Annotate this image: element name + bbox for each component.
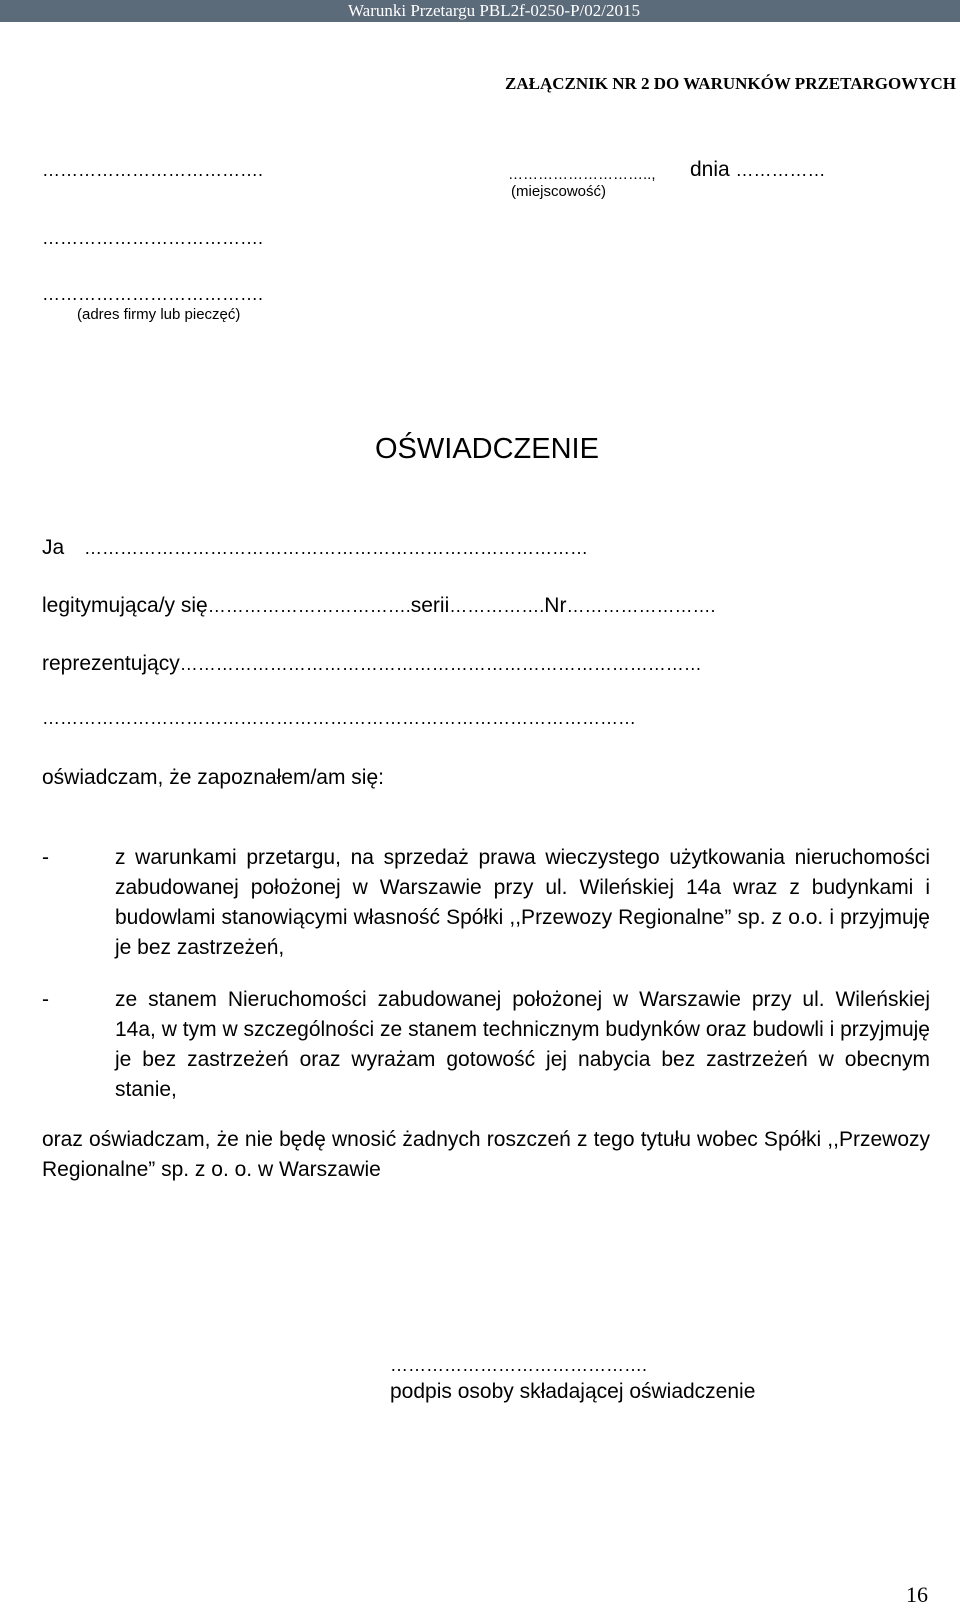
place-dots: ……………………….., bbox=[508, 166, 656, 183]
page-number: 16 bbox=[906, 1582, 928, 1607]
id-line bbox=[42, 594, 715, 618]
attachment-title-text: ZAŁĄCZNIK NR 2 DO WARUNKÓW PRZETARGOWYCH bbox=[504, 74, 956, 93]
declaration-intro: oświadczam, że zapoznałem/am się: bbox=[42, 766, 384, 789]
list-item-text: ze stanem Nieruchomości zabudowanej położonej w Warszawie przy ul. Wileńskiej 14a, w tym w szczególności ze stanem technicznym budynków oraz budowli i przyjmuję je bez zastrzeżeń oraz wyrażam gotowość jej nabycia bez zastrzeżeń w obecnym stanie, bbox=[115, 988, 930, 1101]
list-dash: - bbox=[42, 846, 49, 869]
list-item-text: z warunkami przetargu, na sprzedaż prawa wieczystego użytkowania nieruchomości zabudowanej położonej w Warszawie przy ul. Wileńskiej 14a wraz z budynkami i budowlami stanowiącymi własność Spółki ,,Przewozy Regionalne” sp. z o.o. i przyjmuję je bez zastrzeżeń, bbox=[115, 846, 930, 959]
signature-dots-top-left: ………………………………. bbox=[42, 160, 264, 180]
series-label: serii bbox=[410, 594, 450, 617]
date-label-text: dnia bbox=[690, 158, 730, 181]
date-dots: …………… bbox=[735, 160, 826, 180]
company-line-1: ………………………………. bbox=[42, 228, 264, 248]
document-title: OŚWIADCZENIE bbox=[375, 433, 599, 465]
list-item bbox=[42, 985, 930, 1109]
closing-paragraph: oraz oświadczam, że nie będę wnosić żadnych roszczeń z tego tytułu wobec Spółki ,,Przewozy Regionalne” sp. z o. o. w Warszawie bbox=[42, 1128, 930, 1181]
signature-caption: podpis osoby składającej oświadczenie bbox=[390, 1380, 756, 1403]
date-label bbox=[690, 158, 826, 182]
representing-label: reprezentujący bbox=[42, 652, 180, 675]
representing-dots: …………………………………………………………………………… bbox=[179, 654, 702, 674]
ja-line bbox=[42, 536, 588, 560]
list-dash: - bbox=[42, 988, 49, 1011]
list-item bbox=[42, 843, 930, 967]
nr-label: Nr bbox=[544, 594, 567, 617]
place-caption: (miejscowość) bbox=[511, 183, 607, 200]
series-dots: ……………. bbox=[449, 596, 545, 616]
nr-dots: ……………………. bbox=[566, 596, 716, 616]
running-title: Warunki Przetargu PBL2f-0250-P/02/2015 bbox=[347, 1, 640, 20]
representing-dots-2: ……………………………………………………………………………………… bbox=[42, 708, 636, 728]
running-header bbox=[0, 0, 960, 22]
ja-dots: ………………………………………………………………………… bbox=[84, 538, 589, 558]
id-label: legitymująca/y się bbox=[42, 594, 208, 617]
id-dots: ……………………………. bbox=[207, 596, 411, 616]
company-line-2: ………………………………. bbox=[42, 284, 264, 304]
company-caption: (adres firmy lub pieczęć) bbox=[77, 306, 241, 323]
representing-line bbox=[42, 652, 702, 676]
signature-dots: ……………………………………. bbox=[390, 1355, 648, 1375]
ja-label: Ja bbox=[42, 536, 65, 559]
